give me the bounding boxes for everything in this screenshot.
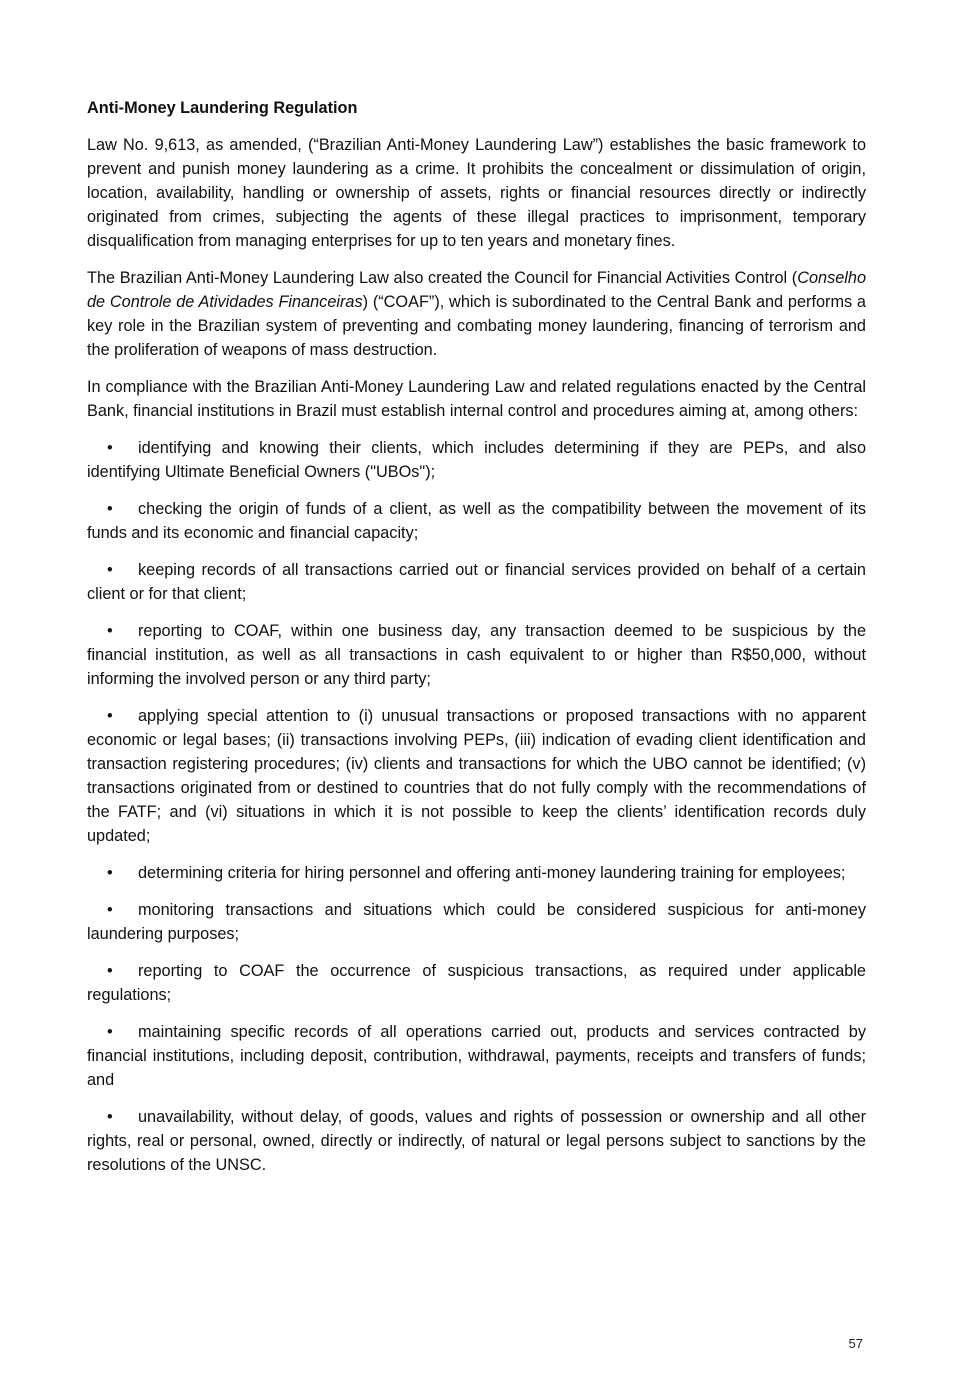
bullet-item: [87, 1105, 866, 1177]
section-heading: Anti-Money Laundering Regulation: [87, 99, 358, 117]
paragraph-coaf: [87, 266, 866, 362]
bullet-text: keeping records of all transactions carried out or financial services provided on behalf of a certain client or for that client;: [87, 561, 866, 603]
bullet-item: [87, 704, 866, 848]
paragraph-aml-law: Law No. 9,613, as amended, (“Brazilian Anti-Money Laundering Law”) establishes the basic framework to prevent and punish money laundering as a crime. It prohibits the concealment or dissimulation of origin, location, availability, handling or ownership of assets, rights or financial resources directly or indirectly originated from crimes, subjecting the agents of these illegal practices to imprisonment, temporary disqualification from managing enterprises for up to ten years and monetary fines.: [87, 136, 866, 250]
bullet-item: [87, 898, 866, 946]
bullet-item: [87, 497, 866, 545]
bullet-marker: •: [107, 561, 113, 579]
bullet-marker: •: [107, 439, 113, 457]
bullet-text: identifying and knowing their clients, which includes determining if they are PEPs, and also identifying Ultimate Beneficial Owners ("UBOs");: [87, 439, 866, 481]
bullet-text: reporting to COAF the occurrence of suspicious transactions, as required under applicable regulations;: [87, 962, 866, 1004]
bullet-text: monitoring transactions and situations which could be considered suspicious for anti-money laundering purposes;: [87, 901, 866, 943]
paragraph-coaf-text-start: The Brazilian Anti-Money Laundering Law also created the Council for Financial Activities Control (: [87, 269, 798, 287]
bullet-item: [87, 861, 866, 885]
paragraph-compliance: In compliance with the Brazilian Anti-Money Laundering Law and related regulations enacted by the Central Bank, financial institutions in Brazil must establish internal control and procedures aiming at, among others:: [87, 378, 866, 420]
bullet-item: [87, 619, 866, 691]
bullet-text: maintaining specific records of all operations carried out, products and services contracted by financial institutions, including deposit, contribution, withdrawal, payments, receipts and transfers of funds; and: [87, 1023, 866, 1089]
bullet-item: [87, 959, 866, 1007]
bullet-item: [87, 436, 866, 484]
paragraph-coaf-italic-name: Conselho de Controle de Atividades Financeiras: [87, 269, 866, 311]
bullet-marker: •: [107, 1108, 113, 1126]
bullet-marker: •: [107, 1023, 113, 1041]
bullet-text: checking the origin of funds of a client, as well as the compatibility between the movement of its funds and its economic and financial capacity;: [87, 500, 866, 542]
bullet-marker: •: [107, 500, 113, 518]
bullet-marker: •: [107, 707, 113, 725]
page-number: 57: [848, 1336, 863, 1351]
bullet-marker: •: [107, 901, 113, 919]
bullet-text: reporting to COAF, within one business day, any transaction deemed to be suspicious by the financial institution, as well as all transactions in cash equivalent to or higher than R$50,000, without informing the involved person or any third party;: [87, 622, 866, 688]
paragraph-coaf-text-end: ) (“COAF”), which is subordinated to the Central Bank and performs a key role in the Brazilian system of preventing and combating money laundering, financing of terrorism and the proliferation of weapons of mass destruction.: [87, 293, 866, 359]
bullet-list: [87, 436, 866, 1177]
bullet-item: [87, 558, 866, 606]
bullet-text: determining criteria for hiring personnel and offering anti-money laundering training for employees;: [138, 864, 846, 882]
bullet-text: unavailability, without delay, of goods, values and rights of possession or ownership and all other rights, real or personal, owned, directly or indirectly, of natural or legal persons subject to sanctions by the resolutions of the UNSC.: [87, 1108, 866, 1174]
bullet-item: [87, 1020, 866, 1092]
bullet-marker: •: [107, 622, 113, 640]
bullet-marker: •: [107, 962, 113, 980]
bullet-text: applying special attention to (i) unusual transactions or proposed transactions with no apparent economic or legal bases; (ii) transactions involving PEPs, (iii) indication of evading client identification and transaction registering procedures; (iv) clients and transactions for which the UBO cannot be identified; (v) transactions originated from or destined to countries that do not fully comply with the recommendations of the FATF; and (vi) situations in which it is not possible to keep the clients’ identification records duly updated;: [87, 707, 866, 845]
document-body: [87, 96, 866, 1190]
bullet-marker: •: [107, 864, 113, 882]
